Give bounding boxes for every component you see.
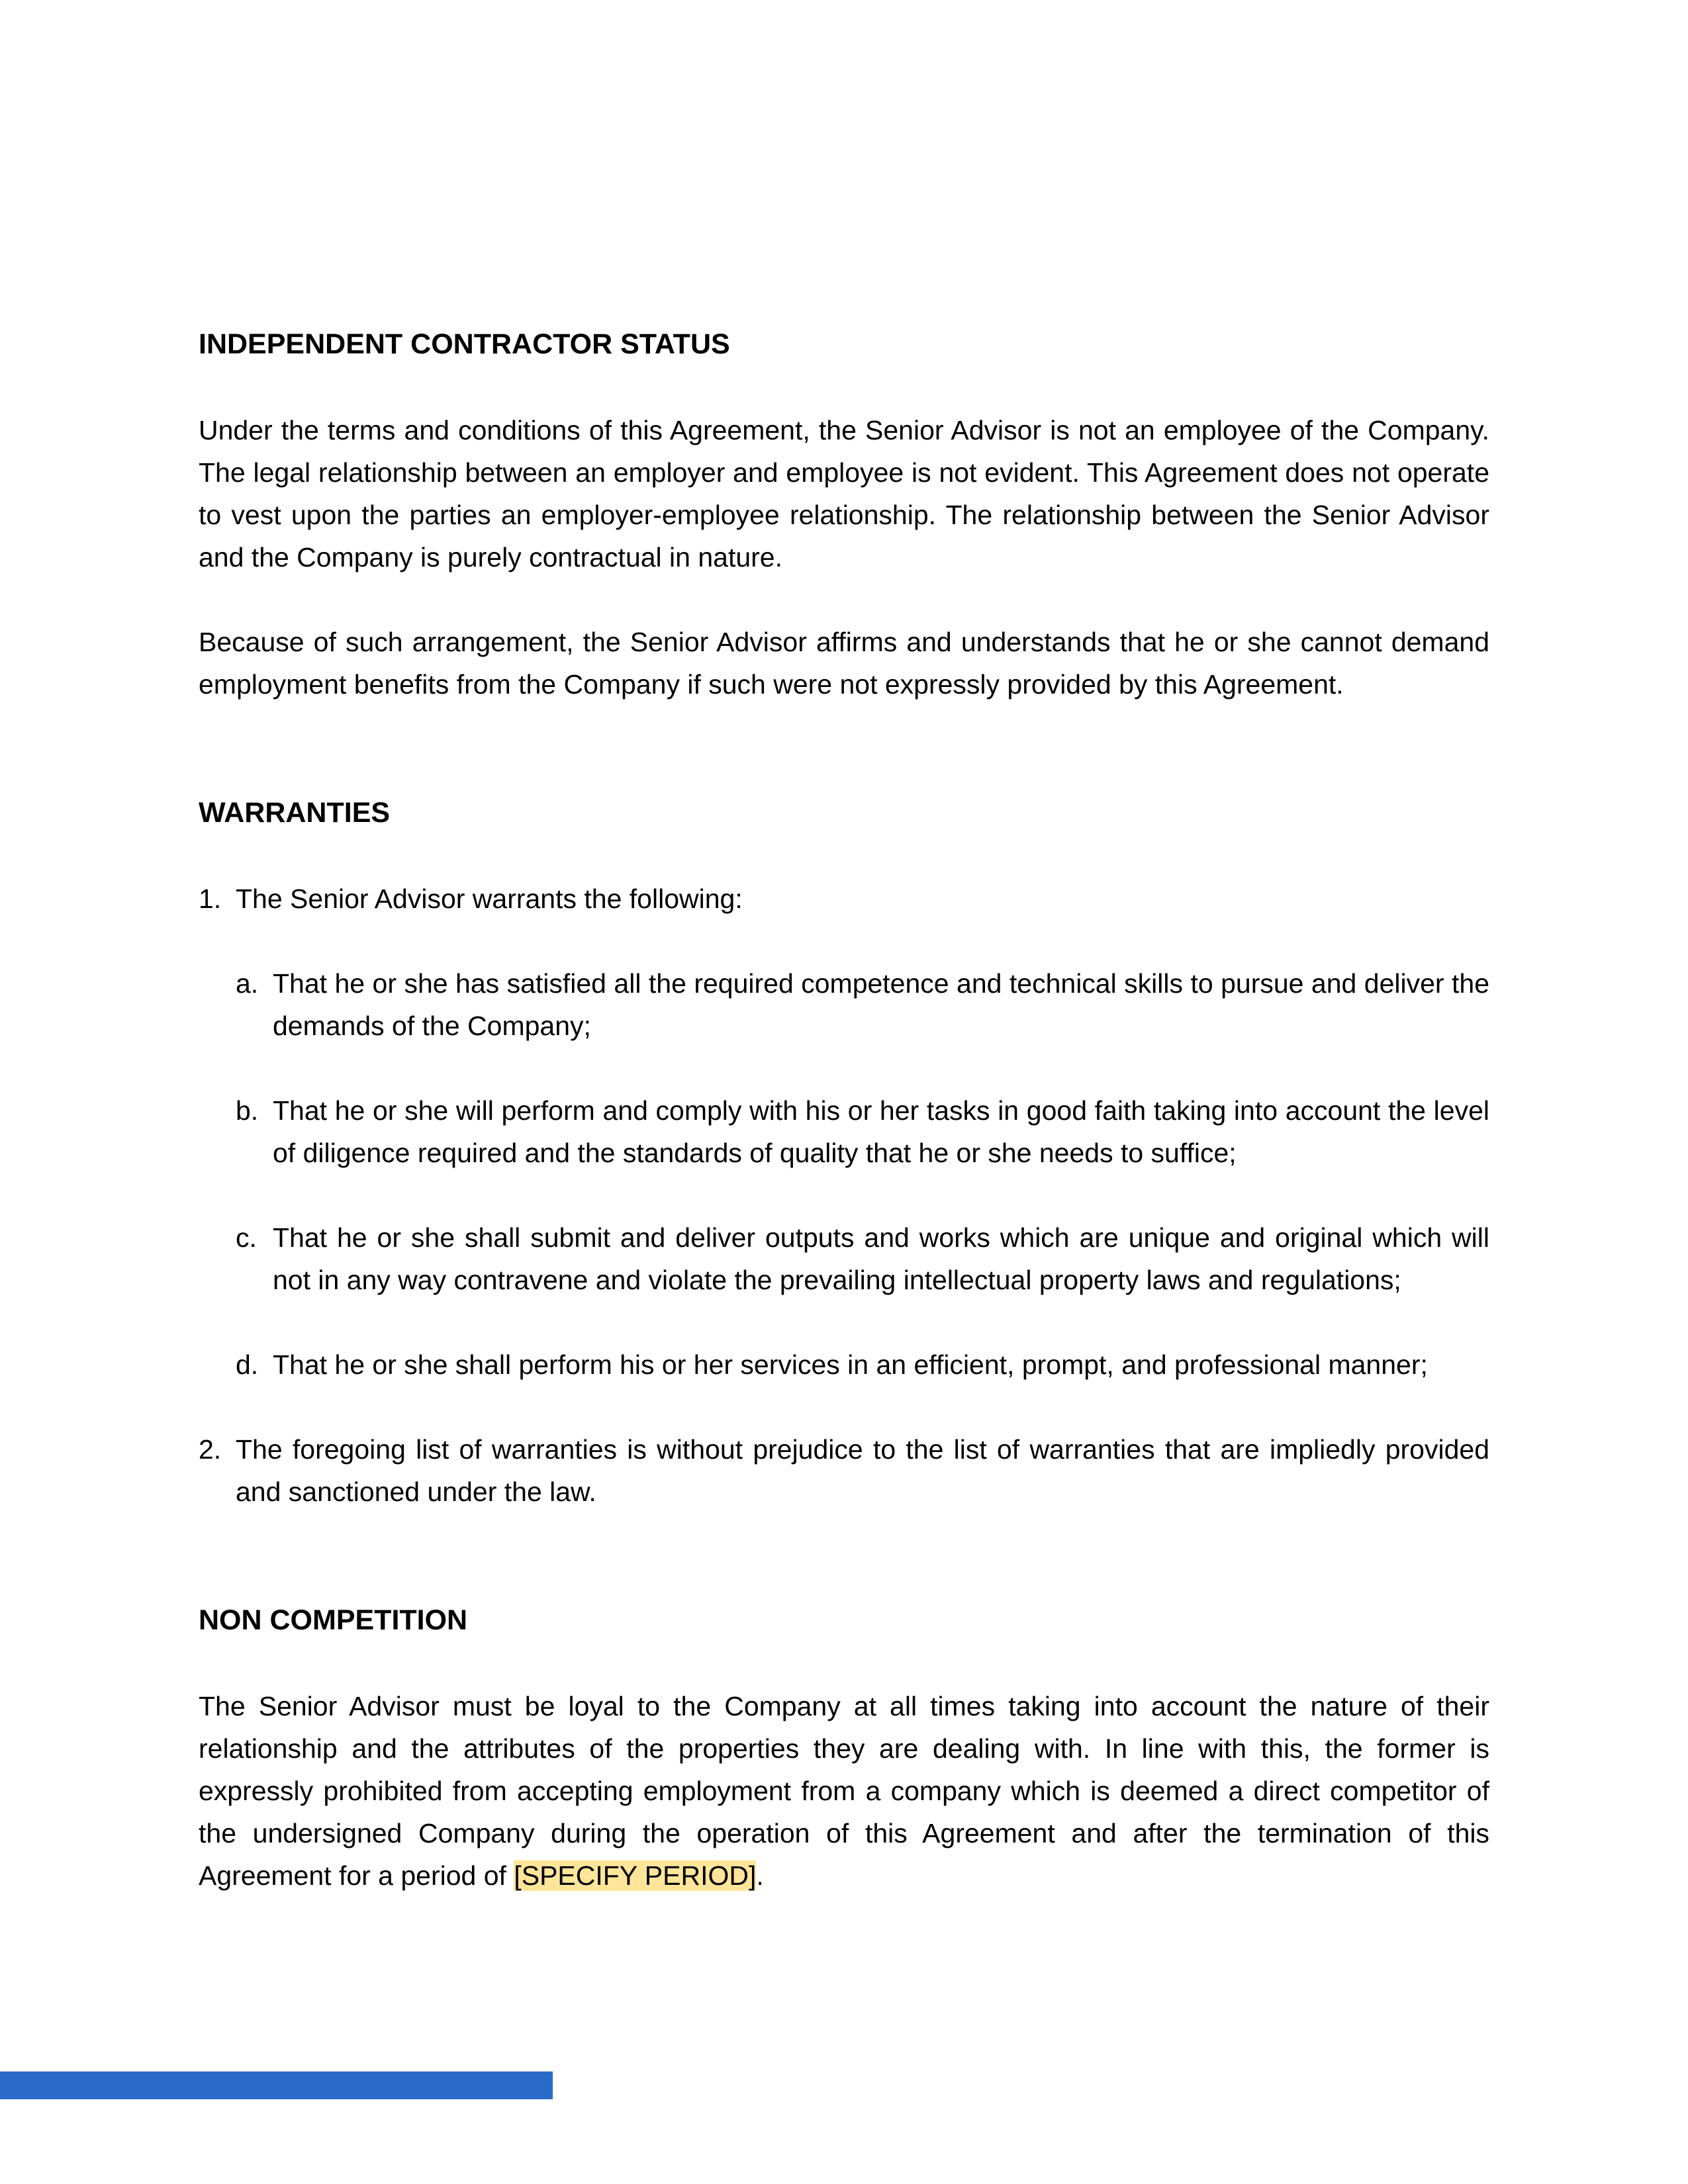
- list-item-text: That he or she has satisfied all the required competence and technical skills to pursue and deliver the demands of the Company;: [273, 968, 1489, 1041]
- specify-period-placeholder[interactable]: [SPECIFY PERIOD]: [514, 1860, 757, 1891]
- section-heading-non-competition: NON COMPETITION: [199, 1604, 468, 1636]
- list-marker: a.: [236, 968, 259, 999]
- non-competition-period-end: .: [756, 1860, 764, 1891]
- section-heading-warranties: WARRANTIES: [199, 797, 391, 829]
- warranty-subitem-c: [236, 1216, 1489, 1301]
- list-item-text: That he or she will perform and comply with his or her tasks in good faith taking into account the level of diligence required and the standards of quality that he or she needs to suffice;: [273, 1095, 1489, 1168]
- warranty-subitem-d: [236, 1343, 1489, 1386]
- list-item-text: That he or she shall submit and deliver outputs and works which are unique and original which will not in any way contravene and violate the prevailing intellectual property laws and regulations;: [273, 1222, 1489, 1295]
- list-item-text: The foregoing list of warranties is without prejudice to the list of warranties that are impliedly provided and sanctioned under the law.: [236, 1434, 1489, 1507]
- non-competition-text: The Senior Advisor must be loyal to the Company at all times taking into account the nature of their relationship and the attributes of the properties they are dealing with. In line with this, the former is expressly prohibited from accepting employment from a company which is deemed a direct competitor of the undersigned Company during the operation of this Agreement and after the termination of this Agreement for a period of: [199, 1691, 1489, 1891]
- list-marker: 2.: [199, 1434, 222, 1465]
- section-heading-independent-contractor-status: INDEPENDENT CONTRACTOR STATUS: [199, 328, 730, 360]
- non-competition-paragraph: [199, 1685, 1489, 1897]
- list-item-text: The Senior Advisor warrants the following:: [236, 884, 743, 914]
- list-marker: 1.: [199, 884, 222, 914]
- warranty-sub-list: [236, 962, 1489, 1386]
- list-marker: c.: [236, 1222, 257, 1253]
- independent-paragraph-1: Under the terms and conditions of this Agreement, the Senior Advisor is not an employee of the Company. The legal relationship between an employer and employee is not evident. This Agreement does not operate to vest upon the parties an employer-employee relationship. The relationship between the Senior Advisor and the Company is purely contractual in nature.: [199, 415, 1489, 572]
- footer-accent-bar: [0, 2071, 553, 2099]
- warranty-item-1: [199, 878, 1489, 920]
- list-marker: d.: [236, 1349, 259, 1380]
- warranty-item-2: [199, 1428, 1489, 1513]
- list-item-text: That he or she shall perform his or her services in an efficient, prompt, and professional manner;: [273, 1349, 1428, 1380]
- document-body: [199, 323, 1489, 1897]
- independent-paragraph-2: Because of such arrangement, the Senior Advisor affirms and understands that he or she cannot demand employment benefits from the Company if such were not expressly provided by this Agreement.: [199, 627, 1489, 700]
- list-marker: b.: [236, 1095, 259, 1126]
- warranty-subitem-a: [236, 962, 1489, 1047]
- warranty-subitem-b: [236, 1089, 1489, 1174]
